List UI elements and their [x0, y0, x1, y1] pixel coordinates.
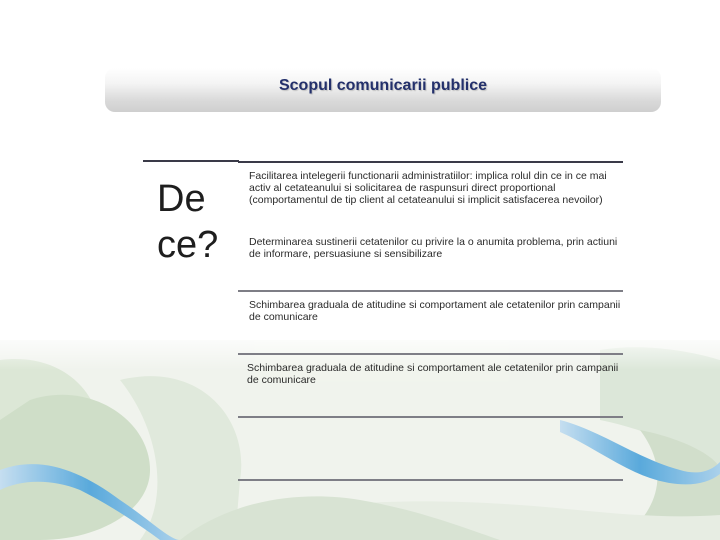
purpose-list: [238, 161, 623, 481]
page-title: Scopul comunicarii publice: [278, 77, 488, 94]
list-item: [238, 416, 623, 479]
question-heading: De ce?: [157, 178, 219, 266]
list-item-text: Schimbarea graduala de atitudine si comportament ale cetatenilor prin campanii de comunicare: [247, 362, 619, 386]
list-item-text: Determinarea sustinerii cetatenilor cu privire la o anumita problema, prin actiuni de informare, persuasiune si sensibilizare: [249, 236, 618, 260]
list-item: [238, 161, 623, 224]
list-item: [238, 290, 623, 353]
list-item: [238, 224, 623, 290]
list-bottom-rule: [238, 479, 623, 481]
list-item: [238, 353, 623, 416]
list-item-text: Schimbarea graduala de atitudine si comportament ale cetatenilor prin campanii de comunicare: [249, 299, 621, 323]
heading-divider: [143, 160, 239, 162]
list-item-text: Facilitarea intelegerii functionarii administratiilor: implica rolul din ce in ce mai activ al cetateanului si solicitarea de raspunsuri direct proportional (comportamentul de tip client al cetateanului si implicit satisfacerea nevoilor): [249, 170, 607, 206]
